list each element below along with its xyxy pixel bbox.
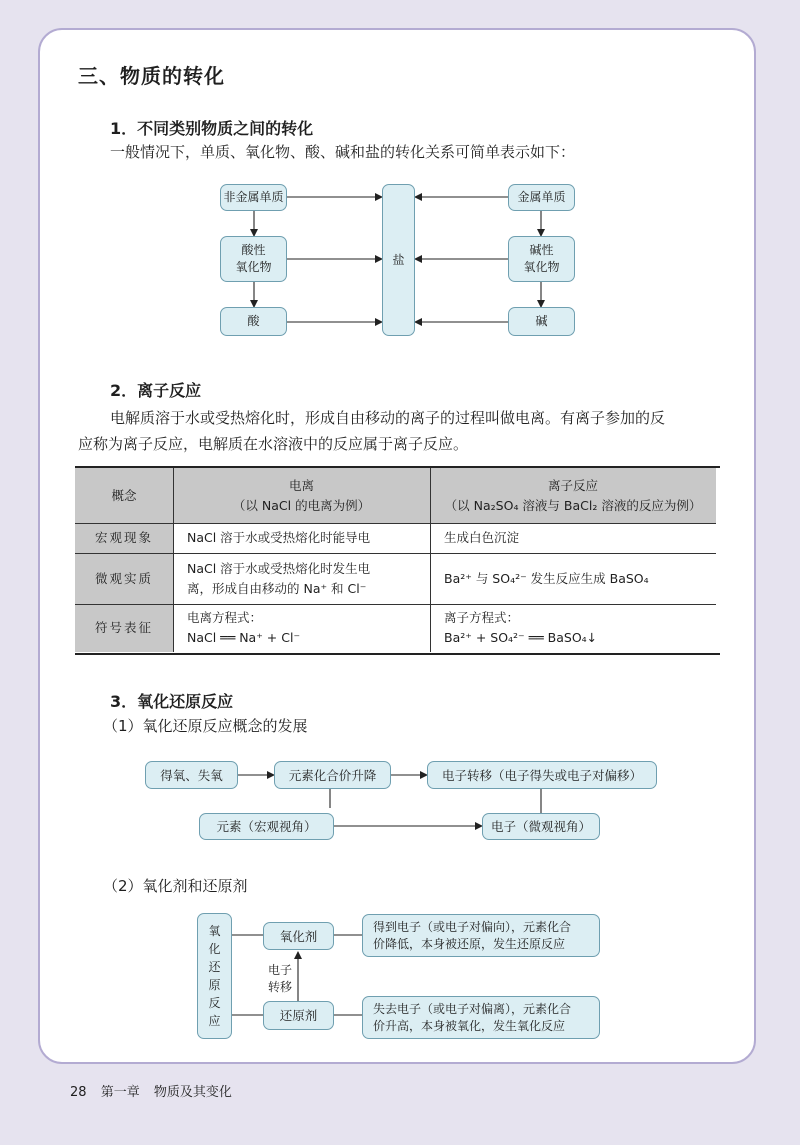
node-nonmetal: 非金属单质	[220, 184, 287, 211]
node-redox: 氧 化 还 原 反 应	[197, 913, 232, 1039]
node-base-oxide: 碱性 氧化物	[508, 236, 575, 282]
node-base: 碱	[508, 307, 575, 336]
table-row-symbol-react-line1: 离子方程式：	[444, 610, 520, 625]
node-salt: 盐	[382, 184, 415, 336]
node-valence: 元素化合价升降	[274, 761, 391, 789]
table-row-macro-ion-text: NaCl 溶于水或受热熔化时能导电	[187, 530, 371, 545]
section-title: 三、物质的转化	[78, 64, 225, 88]
table-divider	[173, 468, 174, 652]
chapter-title: 物质及其变化	[153, 1085, 232, 1100]
table-row-micro-react	[430, 553, 716, 604]
table-header-reaction	[430, 468, 716, 523]
node-oxidant: 氧化剂	[263, 922, 334, 950]
transfer-label: 电子 转移	[267, 963, 292, 994]
table-row-symbol-react	[430, 604, 716, 652]
table-header-concept	[75, 468, 173, 523]
table-header-concept-text: 概念	[111, 487, 137, 503]
subsection-2-title: 2．离子反应	[110, 381, 202, 400]
node-reductant: 还原剂	[263, 1001, 334, 1030]
node-electron-transfer: 电子转移（电子得失或电子对偏移）	[427, 761, 657, 789]
subsection-3-title: 3．氧化还原反应	[110, 692, 234, 711]
table-row-micro-ion-line1: NaCl 溶于水或受热熔化时发生电	[187, 560, 371, 576]
node-metal: 金属单质	[508, 184, 575, 211]
node-acid: 酸	[220, 307, 287, 336]
table-row-symbol-ion-line2: NaCl ══ Na⁺ + Cl⁻	[187, 630, 301, 645]
table-divider	[75, 523, 716, 524]
subsection-3-sub2: （2）氧化剂和还原剂	[103, 877, 248, 895]
table-row-macro-ion	[173, 523, 430, 553]
table-row-micro-react-text: Ba²⁺ 与 SO₄²⁻ 发生反应生成 BaSO₄	[444, 570, 649, 586]
table-row-macro-react	[430, 523, 716, 553]
table-row-micro-label	[75, 553, 173, 604]
table-row-symbol-ion-line1: 电离方程式：	[187, 610, 263, 625]
table-header-reaction-text: 离子反应	[547, 477, 598, 493]
subsection-1-title: 1．不同类别物质之间的转化	[110, 119, 314, 138]
table-row-macro-label	[75, 523, 173, 553]
table-row-symbol-label-text: 符号表征	[94, 620, 153, 635]
table-row-symbol-react-line2: Ba²⁺ + SO₄²⁻ ══ BaSO₄↓	[444, 630, 598, 645]
table-header-ionization-sub: （以 NaCl 的电离为例）	[232, 497, 371, 513]
chapter-number: 第一章	[100, 1085, 140, 1100]
node-oxygen: 得氧、失氧	[145, 761, 238, 789]
table-row-micro-label-text: 微观实质	[94, 570, 153, 586]
table-header-ionization-text: 电离	[288, 477, 314, 493]
table-row-macro-label-text: 宏观现象	[94, 530, 153, 545]
page-footer	[70, 1081, 242, 1100]
subsection-1-intro: 一般情况下，单质、氧化物、酸、碱和盐的转化关系可简单表示如下：	[110, 143, 576, 161]
table-row-micro-ion	[173, 553, 430, 604]
table-header-reaction-sub: （以 Na₂SO₄ 溶液与 BaCl₂ 溶液的反应为例）	[444, 497, 702, 513]
table-divider	[75, 553, 716, 554]
table-row-symbol-ion	[173, 604, 430, 652]
table-divider	[75, 604, 716, 605]
subsection-2-para-line1: 电解质溶于水或受热熔化时，形成自由移动的离子的过程叫做电离。有离子参加的反	[110, 409, 666, 427]
table-row-symbol-label	[75, 604, 173, 652]
subsection-3-sub1: （1）氧化还原反应概念的发展	[103, 717, 308, 735]
node-electron-micro: 电子（微观视角）	[482, 813, 600, 840]
node-reductant-desc: 失去电子（或电子对偏离），元素化合 价升高，本身被氧化，发生氧化反应	[362, 996, 600, 1039]
page-number: 28	[70, 1085, 87, 1100]
table-divider	[430, 468, 431, 652]
node-acid-oxide: 酸性 氧化物	[220, 236, 287, 282]
table-header-ionization	[173, 468, 430, 523]
subsection-2-para-line2: 应称为离子反应，电解质在水溶液中的反应属于离子反应。	[78, 435, 469, 453]
table-row-micro-ion-line2: 离，形成自由移动的 Na⁺ 和 Cl⁻	[187, 580, 367, 596]
ion-table	[75, 466, 720, 655]
node-element-macro: 元素（宏观视角）	[199, 813, 334, 840]
node-oxidant-desc: 得到电子（或电子对偏向），元素化合 价降低，本身被还原，发生还原反应	[362, 914, 600, 957]
table-row-macro-react-text: 生成白色沉淀	[444, 530, 520, 545]
